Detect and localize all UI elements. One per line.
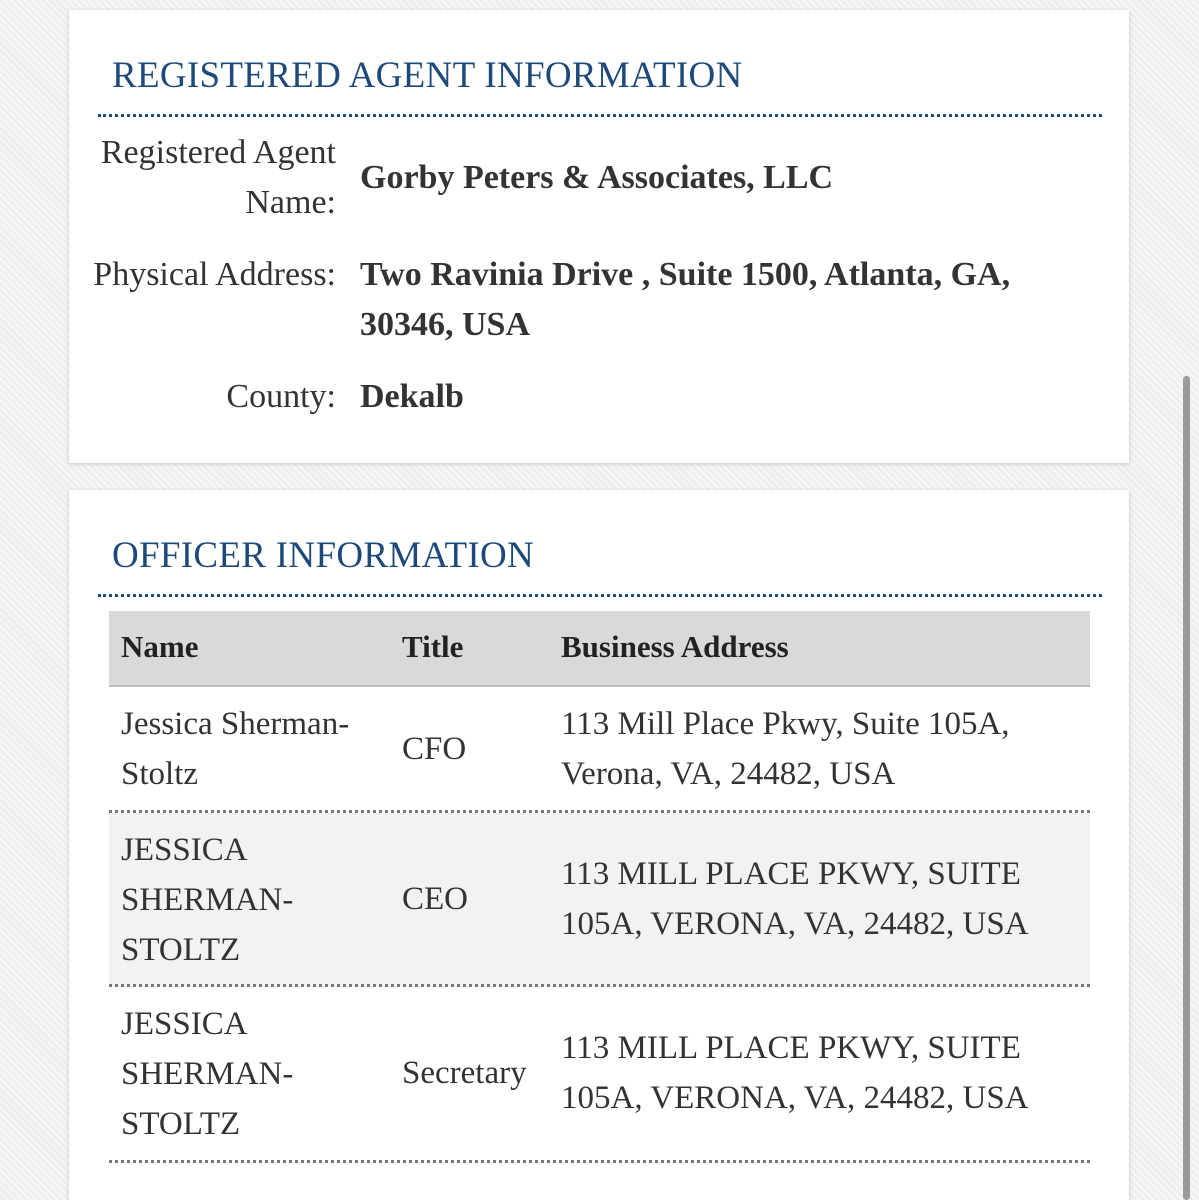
officer-name: Jessica Sherman-Stoltz: [121, 706, 350, 792]
officer-heading: OFFICER INFORMATION: [112, 535, 535, 576]
column-header-title: Title: [402, 629, 464, 664]
registered-agent-heading: REGISTERED AGENT INFORMATION: [112, 55, 743, 96]
officer-table: [109, 611, 1090, 1163]
officer-title: CFO: [402, 731, 467, 767]
column-header-name: Name: [121, 629, 199, 664]
officer-business-address: 113 MILL PLACE PKWY, SUITE 105A, VERONA, VA, 24482, USA: [561, 1030, 1029, 1116]
table-row: [109, 687, 1090, 813]
officer-title: Secretary: [402, 1055, 527, 1091]
column-header-business-address: Business Address: [561, 629, 789, 664]
table-header-row: [109, 611, 1090, 687]
table-row: [109, 987, 1090, 1163]
agent-address-value: Two Ravinia Drive , Suite 1500, Atlanta, GA, 30346, USA: [360, 256, 1011, 343]
section-divider: [98, 594, 1102, 597]
agent-address-label: Physical Address:: [93, 256, 336, 293]
officer-card: [69, 490, 1129, 1200]
officer-name: JESSICA SHERMAN-STOLTZ: [121, 1006, 294, 1142]
officer-title: CEO: [402, 881, 468, 917]
vertical-scrollbar[interactable]: [1183, 376, 1190, 1200]
agent-name-label: Registered Agent Name:: [100, 134, 336, 221]
officer-name: JESSICA SHERMAN-STOLTZ: [121, 832, 294, 968]
officer-business-address: 113 MILL PLACE PKWY, SUITE 105A, VERONA, VA, 24482, USA: [561, 856, 1029, 942]
agent-county-label: County:: [226, 378, 336, 415]
agent-county-value: Dekalb: [360, 378, 464, 415]
agent-name-value: Gorby Peters & Associates, LLC: [360, 159, 834, 196]
section-divider: [98, 114, 1102, 117]
table-row: [109, 813, 1090, 987]
registered-agent-card: [69, 10, 1129, 463]
officer-business-address: 113 Mill Place Pkwy, Suite 105A, Verona, VA, 24482, USA: [561, 706, 1010, 792]
